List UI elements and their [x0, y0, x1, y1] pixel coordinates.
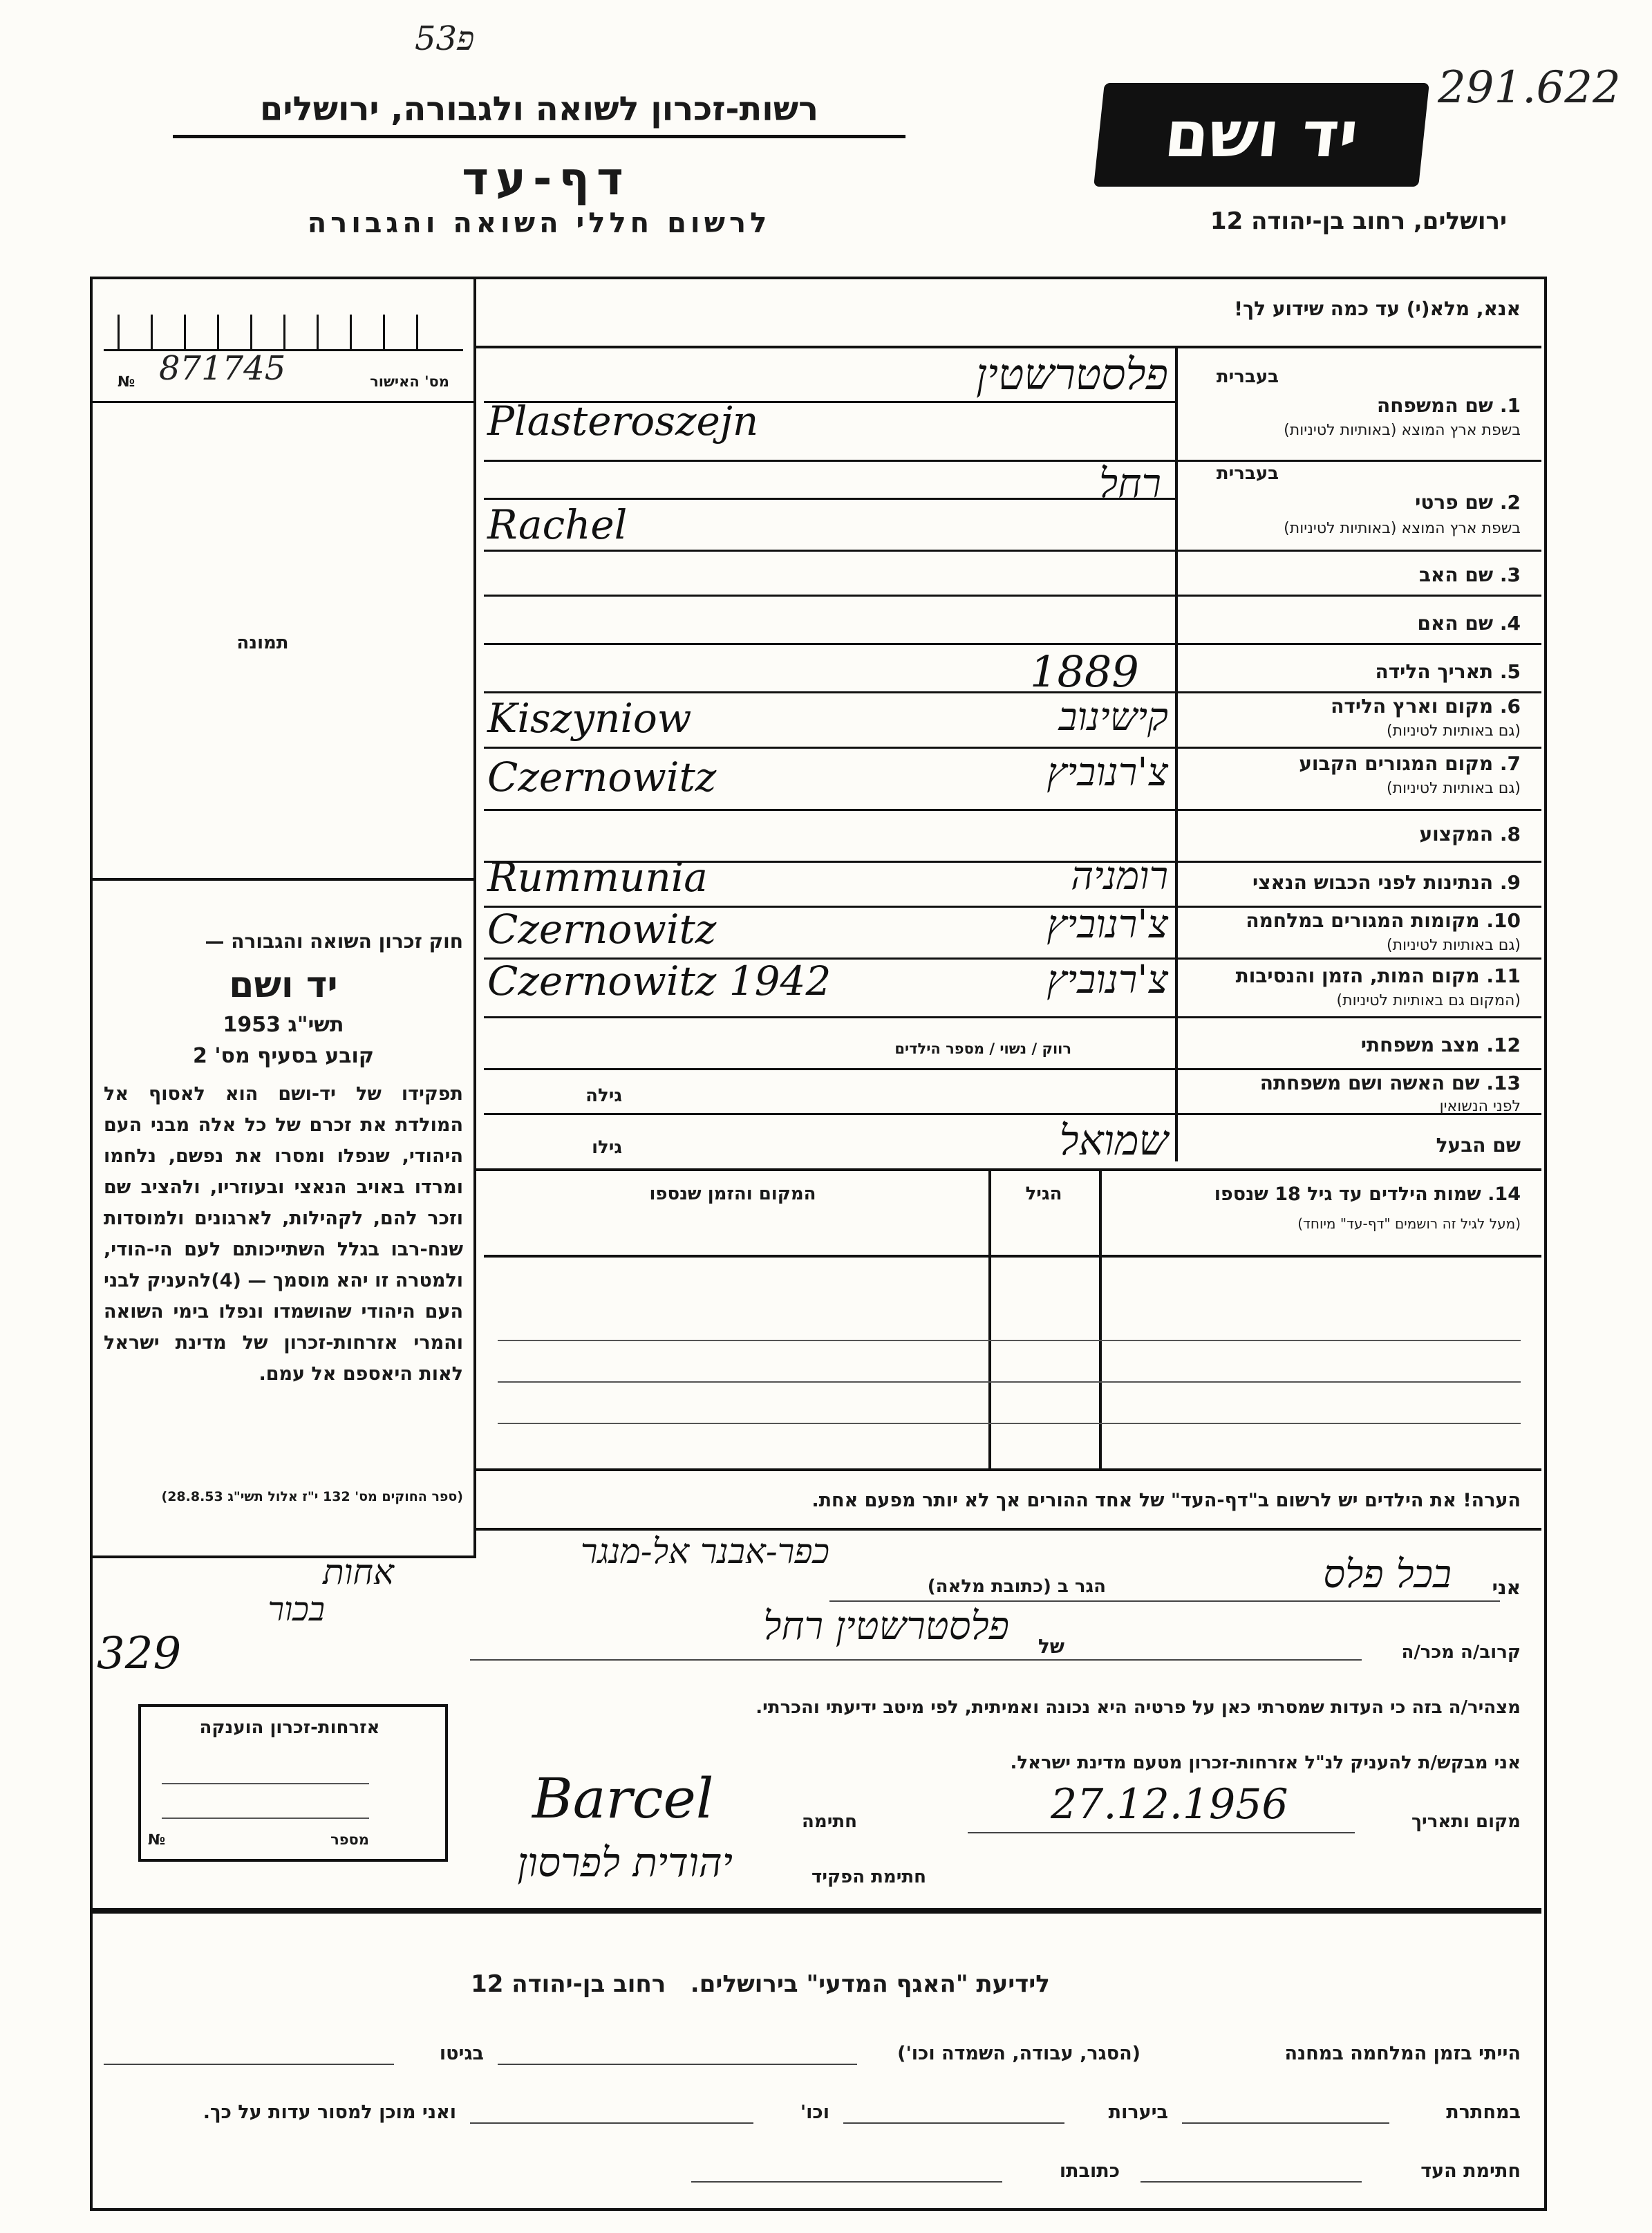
field-label-first-name [1189, 491, 1521, 514]
field-label-mother [1189, 612, 1521, 635]
field-label-text: מקומות המגורים במלחמה [1246, 909, 1480, 932]
form-title: דף-עד [462, 152, 630, 205]
field-sub: (גם באותיות לטיניות) [1387, 722, 1521, 740]
hebrew-tag: בעברית [1216, 463, 1279, 484]
serial-number: 871745 [159, 349, 286, 388]
field-label-text: שם האם [1417, 612, 1494, 635]
field-label-father [1189, 563, 1521, 586]
bottom-address: רחוב בן-יהודה 12 [471, 1970, 666, 1998]
bottom-line2-a: במחתרת [1446, 2102, 1521, 2123]
children-bottom-line [473, 1468, 1541, 1471]
field-label-marital [1189, 1034, 1521, 1056]
bottom-line3-blank [1141, 2181, 1362, 2183]
field-num: 2. [1499, 491, 1521, 514]
value-residence-he: צ'רנוביץ [1046, 750, 1168, 795]
value-husband-he: שמואל [1059, 1116, 1168, 1165]
field-label-text: המקצוע [1419, 823, 1494, 845]
place-date-label: מקום ותאריך [1411, 1811, 1521, 1832]
field-num: 12. [1486, 1034, 1521, 1056]
children-col-age: הגיל [1025, 1184, 1062, 1204]
row-line [484, 595, 1541, 597]
field-label-text: הנתינות לפני הכבוש הנאצי [1252, 871, 1494, 894]
bottom-line2-d: ואני מוכן למסור עדות על כך. [203, 2102, 456, 2123]
bottom-line1-blank [498, 2064, 857, 2065]
signature-label: חתימה [802, 1811, 857, 1832]
serial-suffix: № [118, 373, 135, 390]
serial-label: מס' האישור [370, 373, 449, 390]
row-line [484, 643, 1541, 645]
field-label-text: שם פרטי [1415, 491, 1494, 514]
field-label-profession [1189, 823, 1521, 845]
tick-marks [118, 315, 442, 349]
field-label-birth-place [1189, 695, 1521, 718]
field-sub: לפני הנשואין [1439, 1098, 1521, 1115]
value-war-residence-latin: Czernowitz [487, 906, 717, 953]
margin-note: אחות [323, 1552, 394, 1592]
bottom-line2-blank2 [843, 2122, 1064, 2124]
field-num: 10. [1486, 909, 1521, 932]
field-num: 6. [1499, 695, 1521, 718]
resides-label: הגר ב (כתובת מלאה) [927, 1576, 1106, 1597]
marital-options: רווק / נשוי / מספר הילדים [894, 1040, 1071, 1057]
value-death-latin: Czernowitz 1942 [487, 957, 832, 1005]
hebrew-tag: בעברית [1216, 366, 1279, 387]
bottom-line1-b: (הסגר, עבודה, השמדה וכו') [897, 2043, 1141, 2064]
yad-vashem-logo [1093, 83, 1429, 187]
value-death-he: צ'רנוביץ [1046, 957, 1168, 1002]
form-subtitle: לרשום חללי השואה והגבורה [307, 207, 771, 239]
value-birth-date: 1889 [1030, 646, 1139, 697]
citizenship-line [162, 1783, 369, 1784]
field-num: 5. [1499, 660, 1521, 683]
citizenship-box [138, 1704, 448, 1862]
value-birth-place-latin: Kiszyniow [487, 695, 692, 742]
citizenship-title: אזרחות-זכרון הוענקה [199, 1717, 380, 1738]
field-label-text: תאריך הלידה [1375, 660, 1494, 683]
value-birth-place-he: קישינוב [1058, 695, 1168, 740]
handwritten-ref: 53פ [415, 19, 475, 58]
field-label-text: שם המשפחה [1377, 394, 1494, 417]
field-label-war-residence [1189, 909, 1521, 932]
resides-line [829, 1600, 1500, 1602]
field-sub: (גם באותיות לטיניות) [1387, 780, 1521, 797]
law-section: קובע בסעיף מס' 2 [193, 1044, 374, 1068]
law-year: תשי"ג 1953 [223, 1013, 344, 1037]
field-sub: בשפת ארץ המוצא (באותיות לטיניות) [1284, 422, 1521, 439]
law-yadvashem: יד ושם [229, 964, 338, 1006]
value-family-name-he: פלסטרשטין [975, 349, 1168, 400]
bottom-line3-blank2 [691, 2181, 1002, 2183]
citizenship-number-label: מספר [330, 1831, 369, 1848]
declaration-statement: מצהיר/ה בזה כי העדות שמסרתי כאן על פרטיה היא נכונה ואמיתית, לפי מיטב ידיעתי והכרתי. [755, 1697, 1521, 1718]
children-col-place: המקום והזמן שנספו [649, 1184, 816, 1204]
declarant-name: בכל פלס [1323, 1552, 1452, 1597]
field-label-death [1189, 964, 1521, 987]
field-label-text: שם האב [1418, 563, 1494, 586]
value-nationality-he: רומניה [1071, 854, 1168, 899]
of-value: פלסטרשטין רחל [763, 1604, 1009, 1649]
note-divider [473, 1528, 1541, 1531]
row-line [484, 550, 1541, 552]
address: ירושלים, רחוב בן-יהודה 12 [1210, 207, 1507, 235]
bottom-line2-blank3 [470, 2122, 753, 2124]
husband-age-label: גילו [592, 1137, 622, 1158]
margin-note-2: בכור [267, 1590, 325, 1629]
bottom-line2-b: ביערות [1108, 2102, 1168, 2123]
bottom-title [276, 1970, 1244, 1998]
row-line [484, 809, 1541, 811]
value-war-residence-he: צ'רנוביץ [1046, 902, 1168, 947]
law-ref: (ספר החוקים מס' 132 י"ז אלול תשי"ג 28.8.53) [161, 1489, 463, 1504]
law-title: חוק זכרון השואה והגבורה — [205, 930, 463, 953]
field-num: 3. [1499, 563, 1521, 586]
relative-label: קרוב/ה מכר/ה [1401, 1642, 1521, 1663]
of-label: של [1038, 1635, 1064, 1658]
value-first-name-he: רחל [1099, 460, 1161, 507]
field-label-text: מקום המגורים הקבוע [1299, 752, 1494, 775]
of-line [470, 1659, 1362, 1661]
children-header-line [484, 1255, 1541, 1258]
title-underline [173, 135, 905, 138]
note: הערה! את הילדים יש לרשום ב"דף-העד" של אחד ההורים אך לא יותר מפעם אחת. [811, 1490, 1521, 1511]
place-date-line [968, 1832, 1355, 1833]
row-line [484, 747, 1541, 749]
bottom-title-text: לידיעת "האגף המדעי" בירושלים. [690, 1970, 1050, 1998]
photo-divider [90, 878, 473, 881]
official-signature: יהודית לפרסון [517, 1839, 733, 1886]
wife-age-label: גילה [585, 1085, 622, 1106]
row-line [484, 1068, 1541, 1070]
field-sub: בשפת ארץ המוצא (באותיות לטיניות) [1284, 520, 1521, 537]
value-first-name-latin: Rachel [487, 501, 628, 548]
margin-code: 329 [97, 1628, 182, 1679]
bottom-line1-c: בגיטו [439, 2043, 484, 2064]
field-label-wife [1189, 1072, 1521, 1094]
field-label-birth-date [1189, 660, 1521, 683]
declaration-request: אני מבקש/ת להעניק לנ"ל אזרחות-זכרון מטעם מדינת ישראל. [1010, 1753, 1521, 1773]
place-date-value: 27.12.1956 [1051, 1780, 1288, 1829]
value-nationality-latin: Rummunia [487, 854, 708, 901]
resides-value: כפר-אבנר אל-מנגר [580, 1531, 829, 1571]
signature-value: Barcel [532, 1766, 714, 1831]
value-residence-latin: Czernowitz [487, 754, 717, 801]
bottom-line3-a: חתימת העד [1420, 2160, 1521, 2182]
authority-title: רשות-זכרון לשואה ולגבורה, ירושלים [259, 90, 819, 129]
value-family-name-latin: Plasteroszejn [487, 398, 759, 445]
field-label-text: מקום וארץ הלידה [1331, 695, 1494, 718]
field-label-husband: שם הבעל [1436, 1134, 1521, 1157]
field-label-text: שם האשה ושם משפחתה [1259, 1072, 1480, 1094]
field-num: 8. [1499, 823, 1521, 845]
bottom-line2-blank [1182, 2122, 1389, 2124]
field-num: 1. [1499, 394, 1521, 417]
field-num: 7. [1499, 752, 1521, 775]
field-label-text: מקום המות, הזמן והנסיבות [1235, 964, 1480, 987]
header-divider [473, 346, 1541, 348]
logo-text: יד ושם [1161, 97, 1362, 171]
bottom-divider [90, 1908, 1541, 1914]
bottom-line2-c: וכו' [800, 2102, 829, 2123]
header-instruction: אנא, מלא(י) עד כמה שידוע לך! [1234, 297, 1521, 320]
field-label-text: מצב משפחתי [1360, 1034, 1480, 1056]
field-label-residence [1189, 752, 1521, 775]
field-sub: (גם באותיות לטיניות) [1387, 937, 1521, 954]
children-label: 14. שמות הילדים עד גיל 18 שנספו [1214, 1184, 1521, 1205]
label-column-divider [1175, 346, 1178, 1161]
field-label-nationality [1189, 871, 1521, 894]
field-num: 11. [1486, 964, 1521, 987]
record-number-handwritten: 291.622 [1438, 62, 1621, 113]
field-num: 13. [1486, 1072, 1521, 1094]
field-sub: (המקום גם באותיות לטיניות) [1336, 992, 1521, 1009]
field-label-family-name [1189, 394, 1521, 417]
citizenship-line [162, 1818, 369, 1819]
row-line [484, 691, 1541, 693]
photo-label: תמונה [236, 633, 289, 653]
field-num: 9. [1499, 871, 1521, 894]
field-num: 4. [1499, 612, 1521, 635]
bottom-line1-a: הייתי בזמן המלחמה במחנה [1284, 2043, 1521, 2064]
citizenship-number-suffix: № [148, 1831, 166, 1848]
children-rows [498, 1300, 1521, 1438]
official-label: חתימת הפקיד [811, 1867, 926, 1887]
bottom-line1-blank2 [104, 2064, 394, 2065]
law-text: תפקידו של יד-ושם הוא לאסוף אל המולדת את זכרם של כל אלה מבני העם היהודי, שנפלו ומסרו את נפשם, נלחמו ומרדו באויב הנאצי ובעוזריו, ולהציב שם וזכר להם, לקהילות, לארגונים ולמוסדות שנח-רבו בגלל השתייכותם לעם הי-הודי, ולמטרה זו יהא מוסמך — (4)להעניק לבני העם היהודי שהושמדו ונפלו בימי השואה והמרי אזרחות-זכרון של מדינת ישראל לאות היאספם אל עמם. [104, 1083, 464, 1385]
row-line [473, 1168, 1541, 1171]
i-label: אני [1492, 1576, 1521, 1599]
serial-underline [90, 401, 473, 403]
bottom-line3-b: כתובתו [1059, 2160, 1120, 2182]
row-line [484, 1016, 1541, 1018]
children-sub: (מעל לגיל זה רושמים "דף-עד" מיוחד) [1297, 1215, 1521, 1232]
